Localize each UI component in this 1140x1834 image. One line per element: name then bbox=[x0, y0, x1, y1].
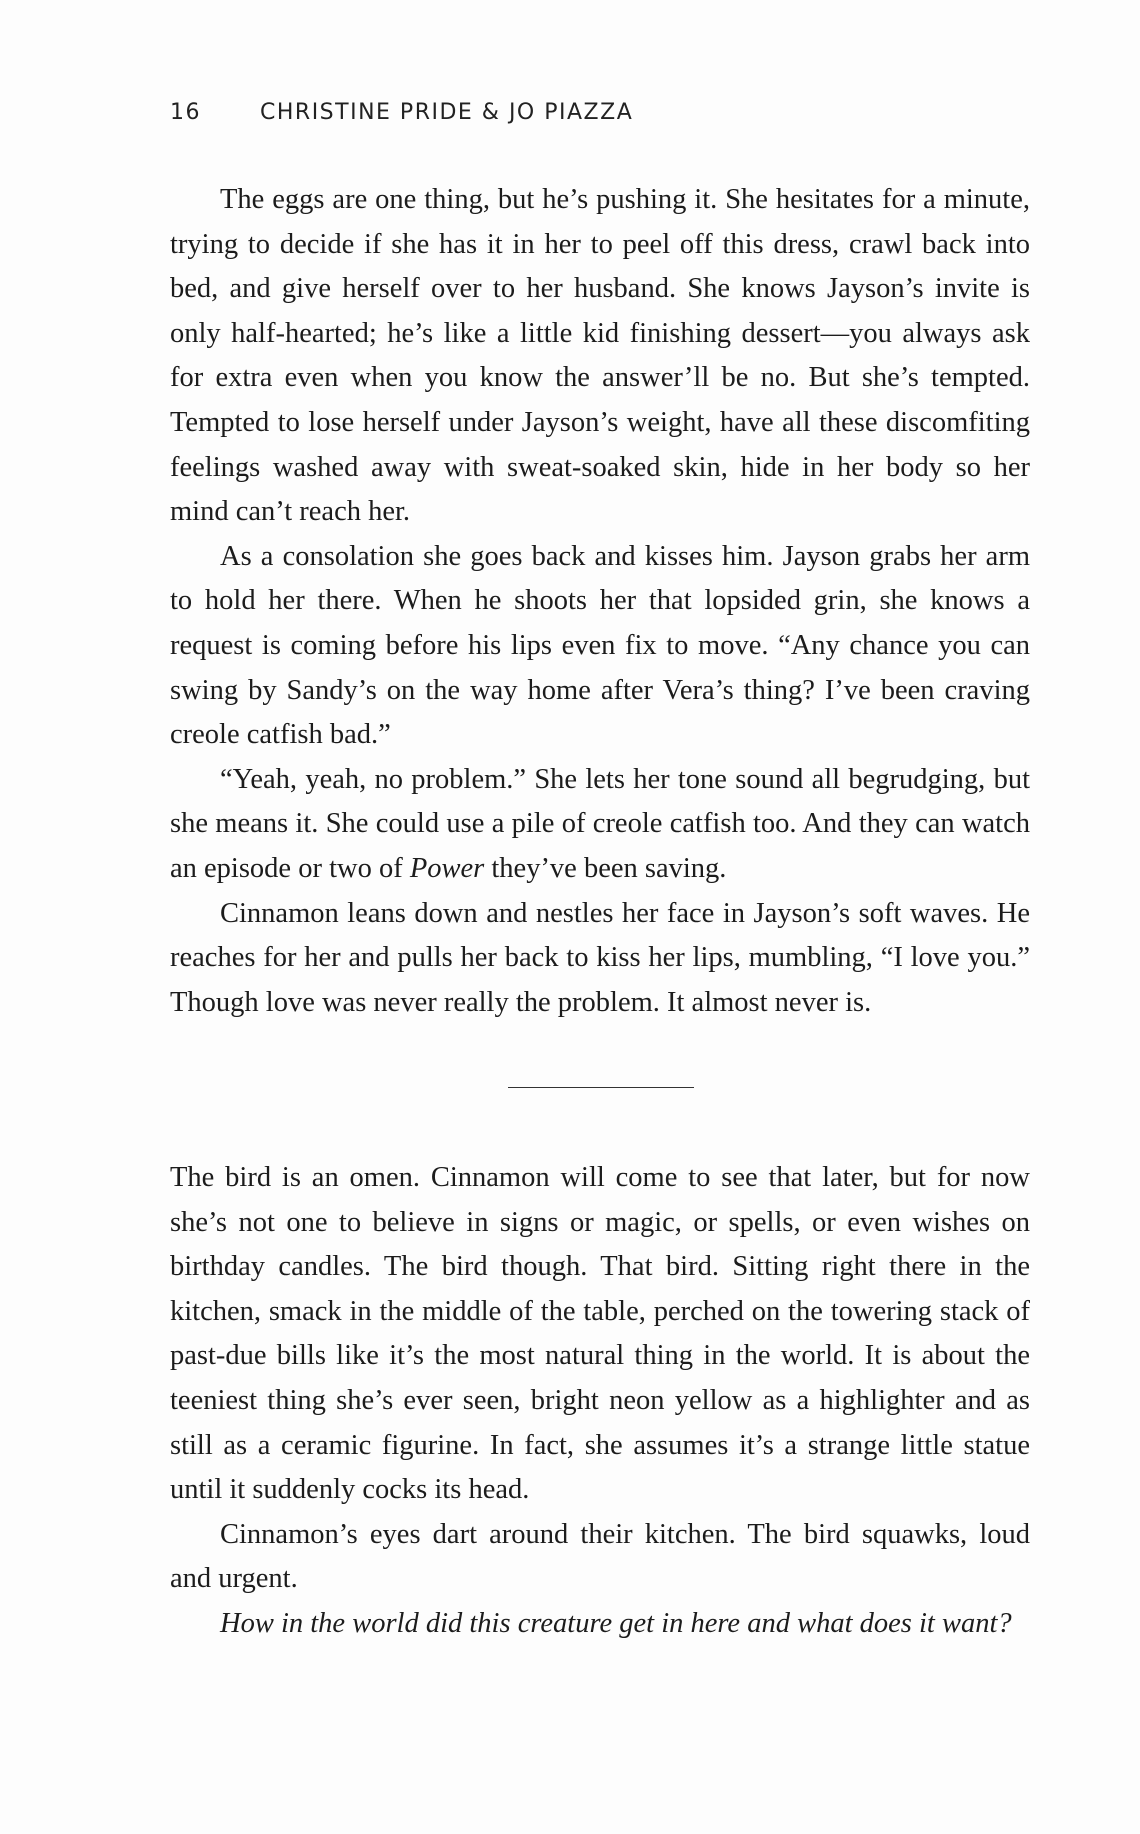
paragraph: As a consolation she goes back and kisses him. Jayson grabs her arm to hold her there. When he shoots her that lopsided grin, she knows a request is coming before his lips even fix to move. “Any chance you can swing by Sandy’s on the way home after Vera’s thing? I’ve been craving creole catfish bad.” bbox=[170, 540, 1030, 751]
paragraph: The eggs are one thing, but he’s pushing it. She hesitates for a minute, trying to decide if she has it in her to peel off this dress, crawl back into bed, and give herself over to her husband. She knows Jayson’s invite is only half-hearted; he’s like a little kid finishing dessert—you always ask for extra even when you know the answer’ll be no. But she’s tempted. Tempted to lose herself under Jayson’s weight, have all these discomfiting feelings washed away with sweat-soaked skin, hide in her body so her mind can’t reach her. bbox=[170, 184, 1030, 528]
paragraph-text: “Yeah, yeah, no problem.” She lets her tone sound all begrudging, but she means it. She could use a pile of creole catfish too. And they can watch an episode or two of bbox=[170, 763, 1030, 884]
running-title: CHRISTINE PRIDE & JO PIAZZA bbox=[260, 100, 634, 125]
paragraph: Cinnamon leans down and nestles her face in Jayson’s soft waves. He reaches for her and pulls her back to kiss her lips, mumbling, “I love you.” Though love was never really the problem. It almost never is. bbox=[170, 897, 1030, 1018]
scene-break-rule bbox=[508, 1087, 694, 1088]
paragraph-text: they’ve been saving. bbox=[484, 852, 727, 884]
paragraph: How in the world did this creature get in here and what does it want? bbox=[220, 1607, 1012, 1639]
section-two bbox=[170, 1156, 1030, 1647]
paragraph: Cinnamon’s eyes dart around their kitchen. The bird squawks, loud and urgent. bbox=[170, 1518, 1030, 1595]
paragraph: The bird is an omen. Cinnamon will come to see that later, but for now she’s not one to believe in signs or magic, or spells, or even wishes on birthday candles. The bird though. That bird. Sitting right there in the kitchen, smack in the middle of the table, perched on the towering stack of past-due bills like it’s the most natural thing in the world. It is about the teeniest thing she’s ever seen, bright neon yellow as a highlighter and as still as a ceramic figurine. In fact, she assumes it’s a strange little statue until it suddenly cocks its head. bbox=[170, 1162, 1030, 1506]
page-number: 16 bbox=[170, 100, 201, 125]
running-head bbox=[170, 100, 633, 125]
paragraph bbox=[170, 758, 1030, 892]
section-one bbox=[170, 178, 1030, 1025]
show-title: Power bbox=[409, 852, 485, 884]
